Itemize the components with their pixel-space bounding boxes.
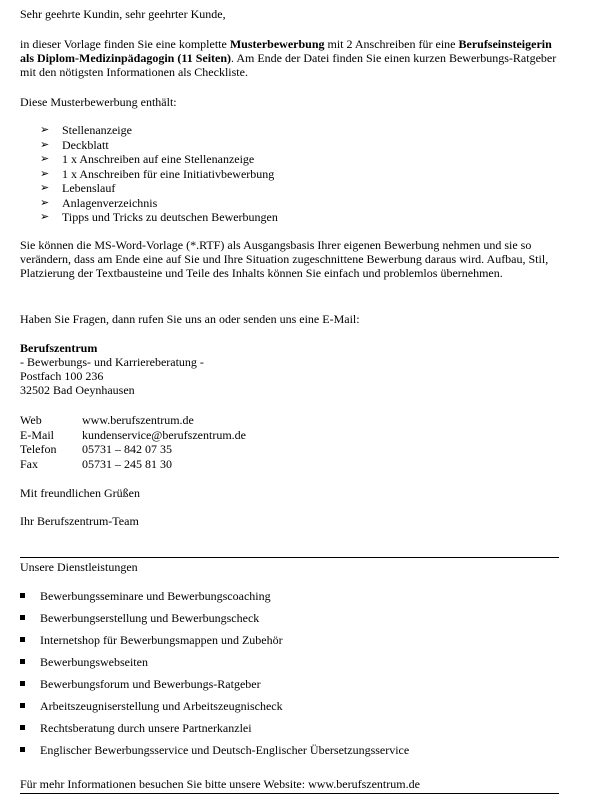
po-box: Postfach 100 236	[20, 369, 104, 383]
square-bullet-icon	[20, 615, 25, 620]
list-item: ➢ 1 x Anschreiben auf eine Stellenanzeige	[40, 152, 255, 166]
fax-value: 05731 – 245 81 30	[82, 456, 172, 471]
contact-row-phone: Telefon 05731 – 842 07 35	[20, 442, 172, 456]
contents-heading: Diese Musterbewerbung enthält:	[20, 95, 177, 109]
square-bullet-icon	[20, 637, 25, 642]
closing: Mit freundlichen Grüßen	[20, 486, 140, 500]
intro-bold-2: Berufseinsteigerin als Diplom-Medizinpädagogin (11 Seiten)	[20, 37, 552, 65]
square-bullet-icon	[20, 659, 25, 664]
list-item: Bewerbungswebseiten	[20, 655, 148, 669]
arrow-bullet-icon: ➢	[40, 211, 50, 223]
phone-value: 05731 – 842 07 35	[82, 442, 172, 456]
list-item: ➢ Tipps und Tricks zu deutschen Bewerbungen	[40, 210, 278, 224]
list-item: Arbeitszeugniserstellung und Arbeitszeugnischeck	[20, 699, 283, 713]
contact-row-email: E-Mail kundenservice@berufszentrum.de	[20, 427, 246, 442]
footer-text: Für mehr Informationen besuchen Sie bitte unsere Website: www.berufszentrum.de	[20, 777, 420, 791]
questions-paragraph: Haben Sie Fragen, dann rufen Sie uns an oder senden uns eine E-Mail:	[20, 312, 360, 326]
city: 32502 Bad Oeynhausen	[20, 383, 135, 397]
intro-text-3: . Am Ende der Datei finden Sie einen kurzen Bewerbungs-Ratgeber mit den nötigsten Informationen als Checkliste.	[20, 51, 557, 79]
arrow-bullet-icon: ➢	[40, 124, 50, 136]
section-divider	[20, 557, 559, 558]
email-link[interactable]: kundenservice@berufszentrum.de	[82, 427, 246, 442]
intro-text-2: mit 2 Anschreiben für eine	[324, 37, 459, 51]
list-item: ➢ 1 x Anschreiben für eine Initiativbewerbung	[40, 166, 275, 181]
list-item: Englischer Bewerbungsservice und Deutsch-Englischer Übersetzungsservice	[20, 743, 409, 757]
list-item: Internetshop für Bewerbungsmappen und Zubehör	[20, 633, 283, 647]
square-bullet-icon	[20, 681, 25, 686]
list-item: Bewerbungsforum und Bewerbungs-Ratgeber	[20, 677, 261, 691]
list-item: Rechtsberatung durch unsere Partnerkanzlei	[20, 721, 252, 735]
services-heading: Unsere Dienstleistungen	[20, 560, 138, 574]
list-item: Bewerbungsseminare und Bewerbungscoaching	[20, 589, 271, 603]
contact-row-web: Web www.berufszentrum.de	[20, 413, 194, 427]
square-bullet-icon	[20, 747, 25, 752]
square-bullet-icon	[20, 703, 25, 708]
greeting: Sehr geehrte Kundin, sehr geehrter Kunde,	[20, 7, 226, 21]
list-item: ➢ Lebenslauf	[40, 181, 116, 195]
company-name: Berufszentrum	[20, 341, 98, 355]
usage-paragraph: Sie können die MS-Word-Vorlage (*.RTF) als Ausgangsbasis Ihrer eigenen Bewerbung nehmen und sie so verändern, dass am Ende eine auf Sie und Ihre Situation zugeschnittene Bewerbung daraus wird. Aufbau, Stil, Platzierung der Textbausteine und Teile des Inhalts können Sie einfach und problemlos übernehmen.	[20, 238, 549, 280]
square-bullet-icon	[20, 593, 25, 598]
footer-divider	[20, 793, 559, 794]
list-item: ➢ Anlagenverzeichnis	[40, 195, 158, 210]
square-bullet-icon	[20, 725, 25, 730]
intro-bold-1: Musterbewerbung	[229, 37, 325, 51]
intro-text-1: in dieser Vorlage finden Sie eine komplette	[20, 37, 230, 51]
list-item: ➢ Stellenanzeige	[40, 123, 132, 137]
list-item: ➢ Deckblatt	[40, 137, 109, 152]
arrow-bullet-icon: ➢	[40, 138, 50, 151]
arrow-bullet-icon: ➢	[40, 167, 50, 180]
arrow-bullet-icon: ➢	[40, 182, 50, 194]
web-link[interactable]: www.berufszentrum.de	[82, 413, 194, 427]
contents-list	[40, 123, 278, 225]
contact-row-fax: Fax 05731 – 245 81 30	[20, 456, 172, 471]
company-tagline: - Bewerbungs- und Karriereberatung -	[20, 355, 204, 369]
list-item: Bewerbungserstellung und Bewerbungscheck	[20, 611, 259, 625]
contact-table	[20, 413, 246, 471]
intro-paragraph	[20, 37, 560, 79]
arrow-bullet-icon: ➢	[40, 153, 50, 165]
address-block	[20, 341, 560, 397]
signature: Ihr Berufszentrum-Team	[20, 514, 139, 528]
arrow-bullet-icon: ➢	[40, 196, 50, 209]
